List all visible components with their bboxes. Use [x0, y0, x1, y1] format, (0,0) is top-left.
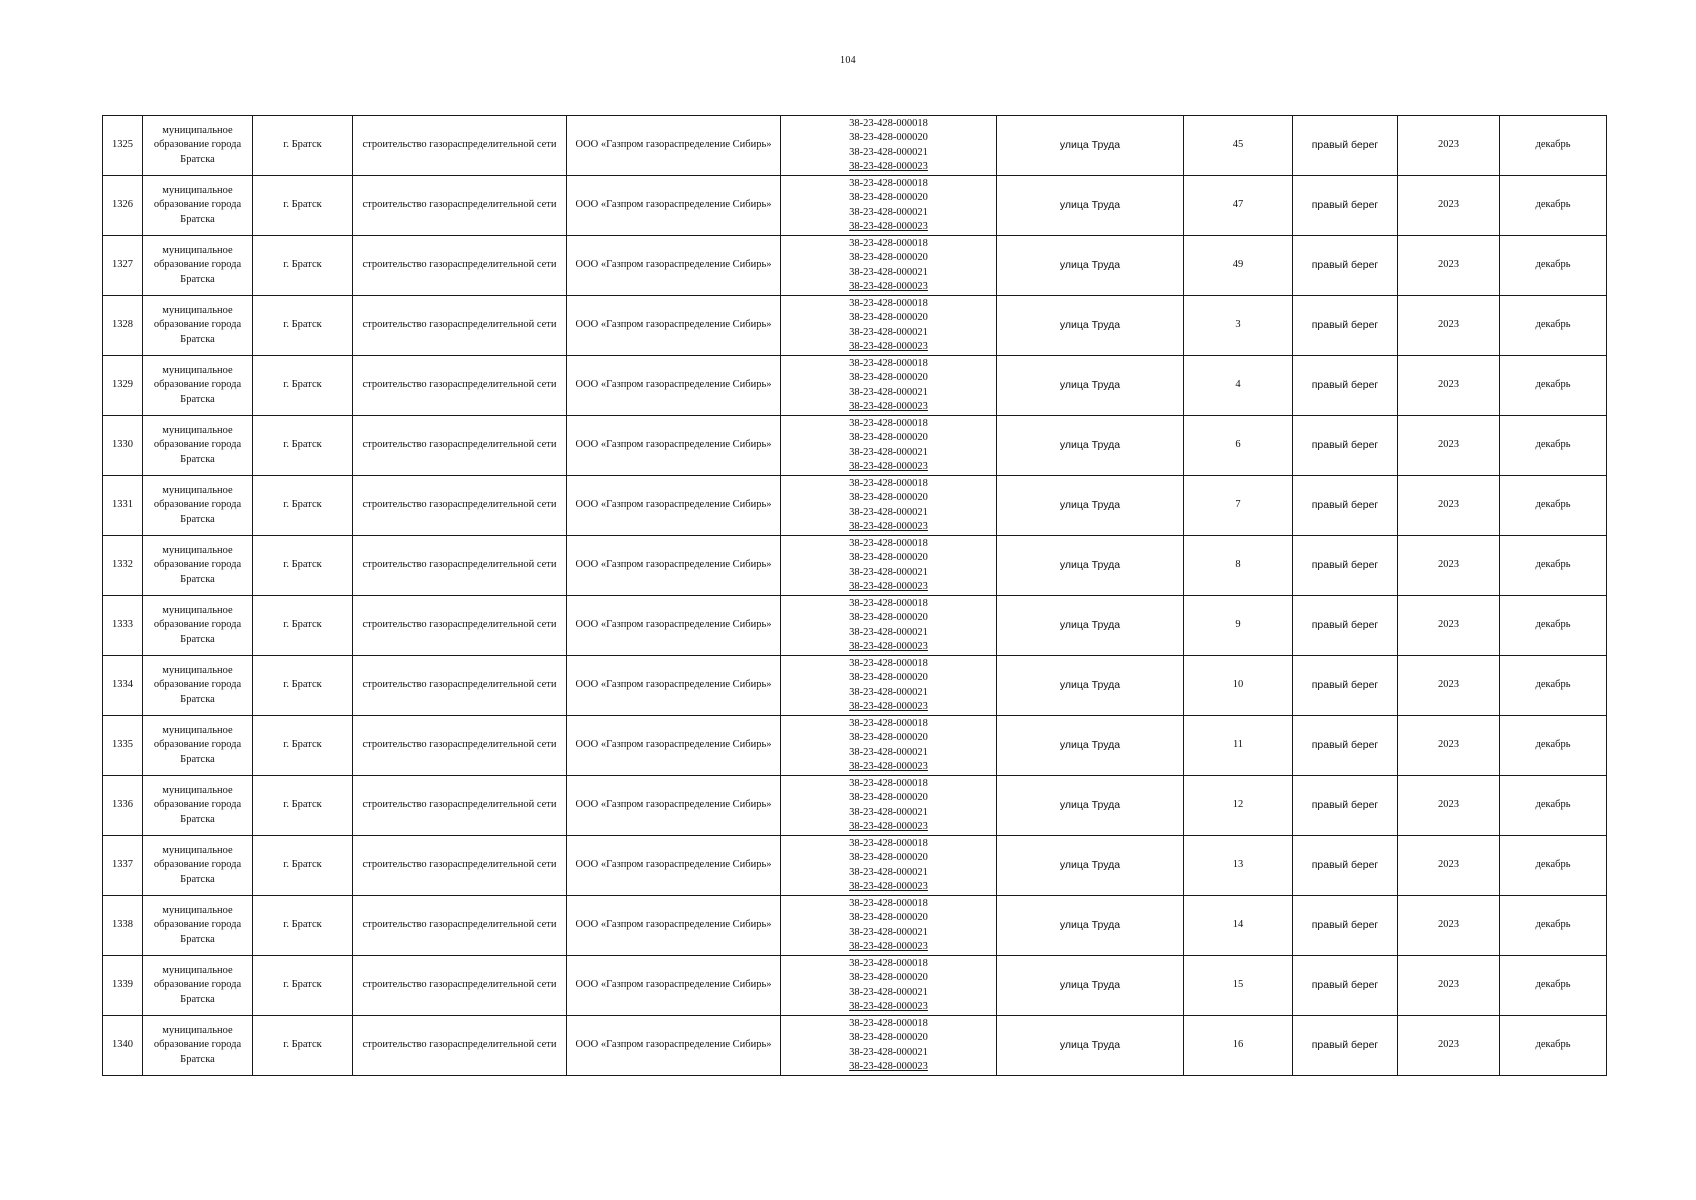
year-cell: 2023: [1398, 716, 1500, 776]
organization-cell: ООО «Газпром газораспределение Сибирь»: [567, 596, 781, 656]
house-number-cell: 7: [1184, 476, 1293, 536]
cadastral-codes-cell: [781, 176, 997, 236]
cadastral-code: 38-23-428-000018: [849, 177, 928, 189]
table-row: [103, 1016, 1607, 1076]
table-row: [103, 416, 1607, 476]
house-number-cell: 9: [1184, 596, 1293, 656]
city-cell: г. Братск: [253, 536, 353, 596]
cadastral-code: 38-23-428-000021: [849, 806, 928, 818]
row-number: 1338: [103, 896, 143, 956]
organization-cell: ООО «Газпром газораспределение Сибирь»: [567, 356, 781, 416]
cadastral-code: 38-23-428-000020: [849, 792, 928, 803]
municipality-cell: муниципальное образование города Братска: [143, 716, 253, 776]
cadastral-code: 38-23-428-000020: [849, 912, 928, 923]
cadastral-code: 38-23-428-000023: [849, 641, 928, 652]
river-bank-cell: правый берег: [1293, 716, 1398, 776]
table-row: [103, 476, 1607, 536]
city-cell: г. Братск: [253, 716, 353, 776]
cadastral-code: 38-23-428-000021: [849, 506, 928, 518]
house-number-cell: 49: [1184, 236, 1293, 296]
cadastral-code: 38-23-428-000020: [849, 972, 928, 983]
cadastral-codes-cell: [781, 716, 997, 776]
cadastral-code: 38-23-428-000018: [849, 417, 928, 429]
table-row: [103, 236, 1607, 296]
municipality-cell: муниципальное образование города Братска: [143, 1016, 253, 1076]
house-number-cell: 4: [1184, 356, 1293, 416]
row-number: 1340: [103, 1016, 143, 1076]
cadastral-codes-cell: [781, 956, 997, 1016]
street-cell: улица Труда: [997, 176, 1184, 236]
city-cell: г. Братск: [253, 836, 353, 896]
year-cell: 2023: [1398, 896, 1500, 956]
work-type-cell: строительство газораспределительной сети: [353, 656, 567, 716]
city-cell: г. Братск: [253, 356, 353, 416]
organization-cell: ООО «Газпром газораспределение Сибирь»: [567, 716, 781, 776]
city-cell: г. Братск: [253, 956, 353, 1016]
cadastral-code: 38-23-428-000023: [849, 581, 928, 592]
house-number-cell: 10: [1184, 656, 1293, 716]
cadastral-codes-cell: [781, 656, 997, 716]
house-number-cell: 13: [1184, 836, 1293, 896]
work-type-cell: строительство газораспределительной сети: [353, 956, 567, 1016]
cadastral-code: 38-23-428-000021: [849, 266, 928, 278]
row-number: 1334: [103, 656, 143, 716]
cadastral-code: 38-23-428-000023: [849, 221, 928, 232]
cadastral-code: 38-23-428-000021: [849, 986, 928, 998]
organization-cell: ООО «Газпром газораспределение Сибирь»: [567, 236, 781, 296]
river-bank-cell: правый берег: [1293, 236, 1398, 296]
street-cell: улица Труда: [997, 236, 1184, 296]
cadastral-code: 38-23-428-000018: [849, 777, 928, 789]
registry-body: [103, 116, 1607, 1076]
cadastral-code: 38-23-428-000023: [849, 701, 928, 712]
month-cell: декабрь: [1500, 896, 1607, 956]
river-bank-cell: правый берег: [1293, 1016, 1398, 1076]
house-number-cell: 14: [1184, 896, 1293, 956]
row-number: 1327: [103, 236, 143, 296]
row-number: 1337: [103, 836, 143, 896]
cadastral-code: 38-23-428-000018: [849, 1017, 928, 1029]
cadastral-code: 38-23-428-000023: [849, 821, 928, 832]
year-cell: 2023: [1398, 296, 1500, 356]
year-cell: 2023: [1398, 476, 1500, 536]
city-cell: г. Братск: [253, 296, 353, 356]
cadastral-code: 38-23-428-000023: [849, 341, 928, 352]
cadastral-code: 38-23-428-000018: [849, 237, 928, 249]
cadastral-code: 38-23-428-000021: [849, 206, 928, 218]
cadastral-code: 38-23-428-000020: [849, 312, 928, 323]
cadastral-code: 38-23-428-000021: [849, 1046, 928, 1058]
cadastral-codes-cell: [781, 296, 997, 356]
work-type-cell: строительство газораспределительной сети: [353, 356, 567, 416]
work-type-cell: строительство газораспределительной сети: [353, 236, 567, 296]
work-type-cell: строительство газораспределительной сети: [353, 116, 567, 176]
organization-cell: ООО «Газпром газораспределение Сибирь»: [567, 1016, 781, 1076]
cadastral-code: 38-23-428-000018: [849, 537, 928, 549]
city-cell: г. Братск: [253, 1016, 353, 1076]
river-bank-cell: правый берег: [1293, 416, 1398, 476]
cadastral-code: 38-23-428-000018: [849, 957, 928, 969]
registry-table: [102, 115, 1607, 1076]
municipality-cell: муниципальное образование города Братска: [143, 836, 253, 896]
organization-cell: ООО «Газпром газораспределение Сибирь»: [567, 536, 781, 596]
cadastral-code: 38-23-428-000023: [849, 941, 928, 952]
municipality-cell: муниципальное образование города Братска: [143, 356, 253, 416]
municipality-cell: муниципальное образование города Братска: [143, 416, 253, 476]
cadastral-code: 38-23-428-000018: [849, 717, 928, 729]
cadastral-code: 38-23-428-000023: [849, 761, 928, 772]
cadastral-code: 38-23-428-000018: [849, 117, 928, 129]
house-number-cell: 12: [1184, 776, 1293, 836]
year-cell: 2023: [1398, 836, 1500, 896]
cadastral-code: 38-23-428-000020: [849, 1032, 928, 1043]
municipality-cell: муниципальное образование города Братска: [143, 296, 253, 356]
river-bank-cell: правый берег: [1293, 836, 1398, 896]
year-cell: 2023: [1398, 656, 1500, 716]
river-bank-cell: правый берег: [1293, 296, 1398, 356]
table-row: [103, 776, 1607, 836]
cadastral-code: 38-23-428-000020: [849, 192, 928, 203]
organization-cell: ООО «Газпром газораспределение Сибирь»: [567, 656, 781, 716]
house-number-cell: 16: [1184, 1016, 1293, 1076]
cadastral-code: 38-23-428-000021: [849, 326, 928, 338]
cadastral-code: 38-23-428-000018: [849, 357, 928, 369]
street-cell: улица Труда: [997, 776, 1184, 836]
organization-cell: ООО «Газпром газораспределение Сибирь»: [567, 116, 781, 176]
cadastral-codes-cell: [781, 1016, 997, 1076]
month-cell: декабрь: [1500, 416, 1607, 476]
year-cell: 2023: [1398, 116, 1500, 176]
cadastral-code: 38-23-428-000023: [849, 881, 928, 892]
river-bank-cell: правый берег: [1293, 116, 1398, 176]
house-number-cell: 6: [1184, 416, 1293, 476]
cadastral-code: 38-23-428-000021: [849, 386, 928, 398]
row-number: 1328: [103, 296, 143, 356]
cadastral-code: 38-23-428-000021: [849, 866, 928, 878]
month-cell: декабрь: [1500, 296, 1607, 356]
cadastral-code: 38-23-428-000020: [849, 372, 928, 383]
organization-cell: ООО «Газпром газораспределение Сибирь»: [567, 896, 781, 956]
street-cell: улица Труда: [997, 956, 1184, 1016]
row-number: 1333: [103, 596, 143, 656]
cadastral-code: 38-23-428-000020: [849, 852, 928, 863]
river-bank-cell: правый берег: [1293, 956, 1398, 1016]
row-number: 1331: [103, 476, 143, 536]
river-bank-cell: правый берег: [1293, 536, 1398, 596]
table-row: [103, 116, 1607, 176]
street-cell: улица Труда: [997, 836, 1184, 896]
cadastral-code: 38-23-428-000020: [849, 132, 928, 143]
organization-cell: ООО «Газпром газораспределение Сибирь»: [567, 836, 781, 896]
city-cell: г. Братск: [253, 656, 353, 716]
house-number-cell: 15: [1184, 956, 1293, 1016]
cadastral-codes-cell: [781, 416, 997, 476]
cadastral-code: 38-23-428-000023: [849, 401, 928, 412]
cadastral-codes-cell: [781, 356, 997, 416]
street-cell: улица Труда: [997, 296, 1184, 356]
row-number: 1329: [103, 356, 143, 416]
row-number: 1325: [103, 116, 143, 176]
row-number: 1335: [103, 716, 143, 776]
year-cell: 2023: [1398, 596, 1500, 656]
city-cell: г. Братск: [253, 776, 353, 836]
table-row: [103, 956, 1607, 1016]
organization-cell: ООО «Газпром газораспределение Сибирь»: [567, 776, 781, 836]
work-type-cell: строительство газораспределительной сети: [353, 176, 567, 236]
street-cell: улица Труда: [997, 656, 1184, 716]
cadastral-codes-cell: [781, 236, 997, 296]
street-cell: улица Труда: [997, 896, 1184, 956]
river-bank-cell: правый берег: [1293, 896, 1398, 956]
municipality-cell: муниципальное образование города Братска: [143, 596, 253, 656]
work-type-cell: строительство газораспределительной сети: [353, 476, 567, 536]
month-cell: декабрь: [1500, 176, 1607, 236]
cadastral-codes-cell: [781, 836, 997, 896]
row-number: 1326: [103, 176, 143, 236]
work-type-cell: строительство газораспределительной сети: [353, 716, 567, 776]
cadastral-code: 38-23-428-000020: [849, 552, 928, 563]
cadastral-code: 38-23-428-000021: [849, 566, 928, 578]
cadastral-code: 38-23-428-000020: [849, 672, 928, 683]
river-bank-cell: правый берег: [1293, 776, 1398, 836]
year-cell: 2023: [1398, 536, 1500, 596]
municipality-cell: муниципальное образование города Братска: [143, 656, 253, 716]
work-type-cell: строительство газораспределительной сети: [353, 536, 567, 596]
cadastral-code: 38-23-428-000023: [849, 461, 928, 472]
cadastral-code: 38-23-428-000018: [849, 837, 928, 849]
work-type-cell: строительство газораспределительной сети: [353, 596, 567, 656]
river-bank-cell: правый берег: [1293, 356, 1398, 416]
organization-cell: ООО «Газпром газораспределение Сибирь»: [567, 296, 781, 356]
cadastral-code: 38-23-428-000023: [849, 1061, 928, 1072]
cadastral-code: 38-23-428-000021: [849, 446, 928, 458]
organization-cell: ООО «Газпром газораспределение Сибирь»: [567, 416, 781, 476]
cadastral-codes-cell: [781, 776, 997, 836]
municipality-cell: муниципальное образование города Братска: [143, 476, 253, 536]
month-cell: декабрь: [1500, 836, 1607, 896]
row-number: 1332: [103, 536, 143, 596]
river-bank-cell: правый берег: [1293, 476, 1398, 536]
row-number: 1330: [103, 416, 143, 476]
cadastral-codes-cell: [781, 536, 997, 596]
cadastral-code: 38-23-428-000018: [849, 297, 928, 309]
cadastral-code: 38-23-428-000021: [849, 146, 928, 158]
city-cell: г. Братск: [253, 176, 353, 236]
street-cell: улица Труда: [997, 356, 1184, 416]
house-number-cell: 3: [1184, 296, 1293, 356]
street-cell: улица Труда: [997, 1016, 1184, 1076]
month-cell: декабрь: [1500, 356, 1607, 416]
work-type-cell: строительство газораспределительной сети: [353, 296, 567, 356]
municipality-cell: муниципальное образование города Братска: [143, 776, 253, 836]
table-row: [103, 176, 1607, 236]
street-cell: улица Труда: [997, 716, 1184, 776]
year-cell: 2023: [1398, 416, 1500, 476]
table-row: [103, 296, 1607, 356]
municipality-cell: муниципальное образование города Братска: [143, 236, 253, 296]
cadastral-code: 38-23-428-000020: [849, 732, 928, 743]
cadastral-codes-cell: [781, 596, 997, 656]
work-type-cell: строительство газораспределительной сети: [353, 1016, 567, 1076]
river-bank-cell: правый берег: [1293, 176, 1398, 236]
municipality-cell: муниципальное образование города Братска: [143, 116, 253, 176]
organization-cell: ООО «Газпром газораспределение Сибирь»: [567, 476, 781, 536]
street-cell: улица Труда: [997, 116, 1184, 176]
work-type-cell: строительство газораспределительной сети: [353, 896, 567, 956]
house-number-cell: 45: [1184, 116, 1293, 176]
cadastral-code: 38-23-428-000021: [849, 626, 928, 638]
table-row: [103, 716, 1607, 776]
month-cell: декабрь: [1500, 1016, 1607, 1076]
year-cell: 2023: [1398, 236, 1500, 296]
month-cell: декабрь: [1500, 236, 1607, 296]
cadastral-code: 38-23-428-000020: [849, 492, 928, 503]
month-cell: декабрь: [1500, 536, 1607, 596]
work-type-cell: строительство газораспределительной сети: [353, 836, 567, 896]
row-number: 1336: [103, 776, 143, 836]
cadastral-code: 38-23-428-000018: [849, 477, 928, 489]
city-cell: г. Братск: [253, 596, 353, 656]
year-cell: 2023: [1398, 176, 1500, 236]
cadastral-code: 38-23-428-000021: [849, 746, 928, 758]
cadastral-codes-cell: [781, 476, 997, 536]
cadastral-code: 38-23-428-000023: [849, 281, 928, 292]
month-cell: декабрь: [1500, 776, 1607, 836]
month-cell: декабрь: [1500, 716, 1607, 776]
city-cell: г. Братск: [253, 236, 353, 296]
month-cell: декабрь: [1500, 956, 1607, 1016]
city-cell: г. Братск: [253, 476, 353, 536]
house-number-cell: 11: [1184, 716, 1293, 776]
street-cell: улица Труда: [997, 416, 1184, 476]
organization-cell: ООО «Газпром газораспределение Сибирь»: [567, 176, 781, 236]
municipality-cell: муниципальное образование города Братска: [143, 956, 253, 1016]
cadastral-code: 38-23-428-000020: [849, 252, 928, 263]
month-cell: декабрь: [1500, 596, 1607, 656]
month-cell: декабрь: [1500, 116, 1607, 176]
organization-cell: ООО «Газпром газораспределение Сибирь»: [567, 956, 781, 1016]
cadastral-code: 38-23-428-000018: [849, 657, 928, 669]
street-cell: улица Труда: [997, 536, 1184, 596]
table-row: [103, 656, 1607, 716]
month-cell: декабрь: [1500, 656, 1607, 716]
house-number-cell: 8: [1184, 536, 1293, 596]
municipality-cell: муниципальное образование города Братска: [143, 536, 253, 596]
work-type-cell: строительство газораспределительной сети: [353, 416, 567, 476]
municipality-cell: муниципальное образование города Братска: [143, 896, 253, 956]
row-number: 1339: [103, 956, 143, 1016]
cadastral-code: 38-23-428-000020: [849, 432, 928, 443]
street-cell: улица Труда: [997, 476, 1184, 536]
cadastral-code: 38-23-428-000023: [849, 521, 928, 532]
month-cell: декабрь: [1500, 476, 1607, 536]
table-row: [103, 836, 1607, 896]
cadastral-codes-cell: [781, 116, 997, 176]
year-cell: 2023: [1398, 776, 1500, 836]
cadastral-code: 38-23-428-000018: [849, 597, 928, 609]
house-number-cell: 47: [1184, 176, 1293, 236]
river-bank-cell: правый берег: [1293, 596, 1398, 656]
cadastral-code: 38-23-428-000021: [849, 686, 928, 698]
river-bank-cell: правый берег: [1293, 656, 1398, 716]
city-cell: г. Братск: [253, 116, 353, 176]
table-row: [103, 536, 1607, 596]
table-row: [103, 356, 1607, 416]
cadastral-code: 38-23-428-000023: [849, 1001, 928, 1012]
year-cell: 2023: [1398, 1016, 1500, 1076]
work-type-cell: строительство газораспределительной сети: [353, 776, 567, 836]
table-row: [103, 596, 1607, 656]
city-cell: г. Братск: [253, 416, 353, 476]
cadastral-code: 38-23-428-000021: [849, 926, 928, 938]
table-row: [103, 896, 1607, 956]
cadastral-codes-cell: [781, 896, 997, 956]
cadastral-code: 38-23-428-000020: [849, 612, 928, 623]
city-cell: г. Братск: [253, 896, 353, 956]
municipality-cell: муниципальное образование города Братска: [143, 176, 253, 236]
year-cell: 2023: [1398, 956, 1500, 1016]
cadastral-code: 38-23-428-000023: [849, 161, 928, 172]
year-cell: 2023: [1398, 356, 1500, 416]
cadastral-code: 38-23-428-000018: [849, 897, 928, 909]
street-cell: улица Труда: [997, 596, 1184, 656]
page-number: 104: [840, 55, 856, 66]
